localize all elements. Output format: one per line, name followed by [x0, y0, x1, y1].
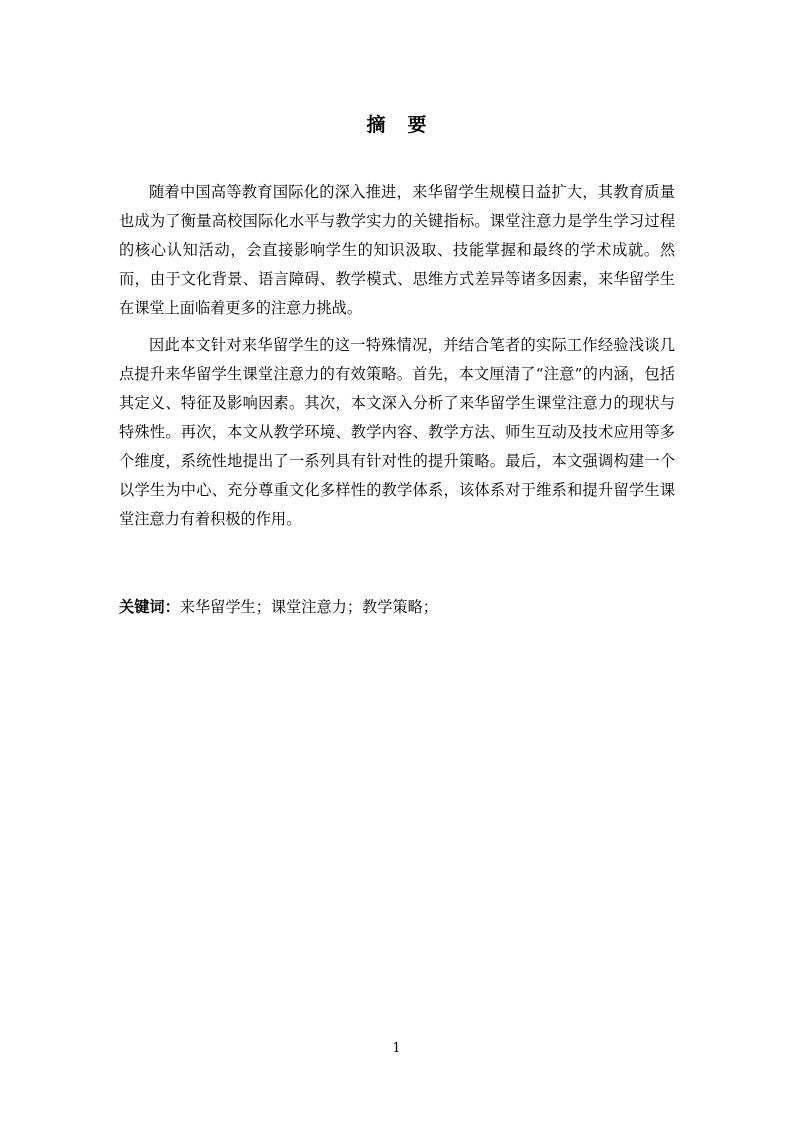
- keywords-label: 关键词：: [119, 598, 180, 616]
- abstract-paragraph-2: 因此本文针对来华留学生的这一特殊情况，并结合笔者的实际工作经验浅谈几点提升来华留学生课堂注意力的有效策略。首先，本文厘清了“注意”的内涵，包括其定义、特征及影响因素。其次，本文深入分析了来华留学生课堂注意力的现状与特殊性。再次，本文从教学环境、教学内容、教学方法、师生互动及技术应用等多个维度，系统性地提出了一系列具有针对性的提升策略。最后，本文强调构建一个以学生为中心、充分尊重文化多样性的教学体系，该体系对于维系和提升留学生课堂注意力有着积极的作用。: [119, 336, 675, 528]
- abstract-title: 摘要: [366, 114, 449, 136]
- abstract-body: [119, 178, 675, 542]
- keywords-line: [119, 595, 675, 619]
- page-number: 1: [392, 1041, 401, 1056]
- keywords-text: 来华留学生；课堂注意力；教学策略；: [179, 598, 438, 616]
- abstract-paragraph-1: 随着中国高等教育国际化的深入推进，来华留学生规模日益扩大，其教育质量也成为了衡量高校国际化水平与教学实力的关键指标。课堂注意力是学生学习过程的核心认知活动，会直接影响学生的知识汲取、技能掌握和最终的学术成就。然而，由于文化背景、语言障碍、教学模式、思维方式差异等诸多因素，来华留学生在课堂上面临着更多的注意力挑战。: [119, 183, 675, 317]
